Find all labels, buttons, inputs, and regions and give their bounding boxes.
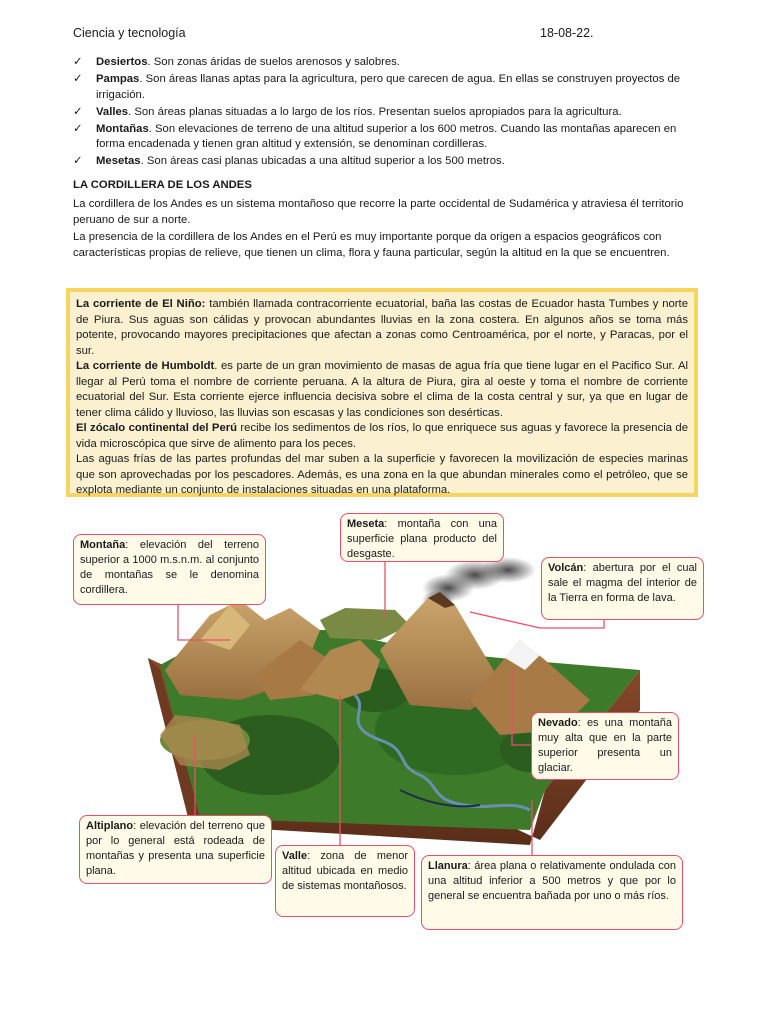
list-item-term: Mesetas (96, 155, 141, 167)
nino-term: La corriente de El Niño: (76, 298, 206, 310)
list-item-text: . Son áreas planas situadas a lo largo de los ríos. Presentan suelos apropiados para la agricultura. (128, 105, 622, 118)
ocean-currents-infobox (66, 288, 698, 497)
callout-term: Meseta (347, 518, 385, 530)
checkmark-icon: ✓ (73, 56, 83, 68)
humboldt-term: La corriente de Humboldt (76, 360, 215, 372)
callout-term: Valle (282, 850, 308, 862)
callout-term: Montaña (80, 539, 126, 551)
relief-diagram (0, 500, 768, 940)
callout-text: : abertura por el cual sale el magma del interior de la Tierra en forma de lava. (548, 562, 697, 604)
callout-text: : elevación del terreno que por lo general está rodeada de montañas y presenta una superficie plana. (86, 820, 265, 877)
checkmark-icon: ✓ (73, 155, 83, 167)
list-item (73, 55, 693, 71)
callout-term: Volcán (548, 562, 584, 574)
list-item (73, 154, 693, 170)
list-item-text: . Son zonas áridas de suelos arenosos y salobres. (147, 56, 400, 68)
callout-valle (275, 845, 415, 917)
callout-meseta (340, 513, 504, 562)
checkmark-icon: ✓ (73, 105, 83, 118)
callout-llanura (421, 855, 683, 930)
list-item-term: Pampas (96, 73, 140, 85)
callout-text: : montaña con una superficie plana producto del desgaste. (347, 518, 497, 560)
humboldt-text: . es parte de un gran movimiento de masas de agua fría que tiene lugar en el Pacifico Sur. Al llegar al Perú toma el nombre de corriente peruana. A la altura de Piura, gira al oeste y toma el nombre de corriente ecuatorial del Sur. Esta corriente ejerce influencia decisiva sobre el clima de la costa central y sur, ya que en lugar de tener clima cálido y lluvioso, las lluvias son escasas y las condiciones son desérticas. (76, 360, 688, 419)
callout-montana (73, 534, 266, 605)
andes-section-title: LA CORDILLERA DE LOS ANDES (73, 179, 252, 191)
list-item-text: . Son áreas casi planas ubicadas a una altitud superior a los 500 metros. (140, 155, 505, 167)
landform-checklist (73, 55, 693, 171)
callout-term: Llanura (428, 860, 468, 872)
callout-volcan (541, 557, 704, 620)
page-date: 18-08-22. (540, 26, 594, 40)
zocalo-text: recibe los sedimentos de los ríos, lo que enriquece sus aguas y favorece la presencia de vida microscópica que sirve de alimento para los peces. (76, 422, 688, 450)
zocalo-term: El zócalo continental del Perú (76, 422, 238, 434)
callout-text: : elevación del terreno superior a 1000 m.s.n.m. al conjunto de montañas se le denomina cordillera. (80, 539, 259, 596)
callout-text: : es una montaña muy alta que en la parte superior presenta un glaciar. (538, 717, 672, 774)
callout-altiplano (79, 815, 272, 884)
andes-paragraph-1: La cordillera de los Andes es un sistema montañoso que recorre la parte occidental de Sudamérica y atraviesa él territorio peruano de sur a norte. (73, 198, 684, 226)
zocalo-paragraph (76, 421, 688, 452)
aguas-paragraph: Las aguas frías de las partes profundas del mar suben a la superficie y favorecen la movilización de especies marinas que son aprovechadas por los pescadores. Además, es una zona en la que abundan minerales como el petróleo, que se explota mediante un conjunto de instalaciones situadas en una plataforma. (76, 453, 688, 496)
callout-term: Nevado (538, 717, 578, 729)
list-item-text: . Son elevaciones de terreno de una altitud superior a los 600 metros. Cuando las montañas aparecen en forma encadenada y tienen gran altitud y extensión, se denominan cordilleras. (96, 122, 677, 150)
list-item (73, 72, 693, 103)
humboldt-paragraph (76, 359, 688, 421)
list-item-term: Desiertos (96, 56, 148, 68)
callout-text: : zona de menor altitud ubicada en medio de sistemas montañosos. (282, 850, 408, 892)
list-item (73, 105, 693, 121)
checkmark-icon: ✓ (73, 73, 83, 85)
callout-text: : área plana o relativamente ondulada con una altitud inferior a 500 metros y que por lo general se encuentra bañada por uno o más ríos. (428, 860, 676, 902)
list-item-term: Valles (96, 105, 129, 118)
list-item (73, 122, 693, 153)
page-header (73, 26, 768, 44)
callout-term: Altiplano (86, 820, 134, 832)
nino-paragraph (76, 297, 688, 359)
checkmark-icon: ✓ (73, 122, 83, 135)
list-item-term: Montañas (96, 122, 149, 135)
subject-title: Ciencia y tecnología (73, 26, 186, 40)
andes-paragraph-2: La presencia de la cordillera de los Andes en el Perú es muy importante porque da origen a espacios geográficos con características propias de relieve, que tienen un clima, flora y fauna particular, según la altitud en la que se encuentren. (73, 231, 670, 259)
list-item-text: . Son áreas llanas aptas para la agricultura, pero que carecen de agua. En ellas se construyen proyectos de irrigación. (96, 73, 681, 101)
nino-text: también llamada contracorriente ecuatorial, baña las costas de Ecuador hasta Tumbes y norte de Piura. Sus aguas son cálidas y provocan abundantes lluvias en la zona costera. En algunos años se toma más potente, provocando mayores precipitaciones que afectan a zonas como Centroamérica, por el norte, y Paracas, por el sur. (76, 298, 688, 357)
callout-nevado (531, 712, 679, 780)
